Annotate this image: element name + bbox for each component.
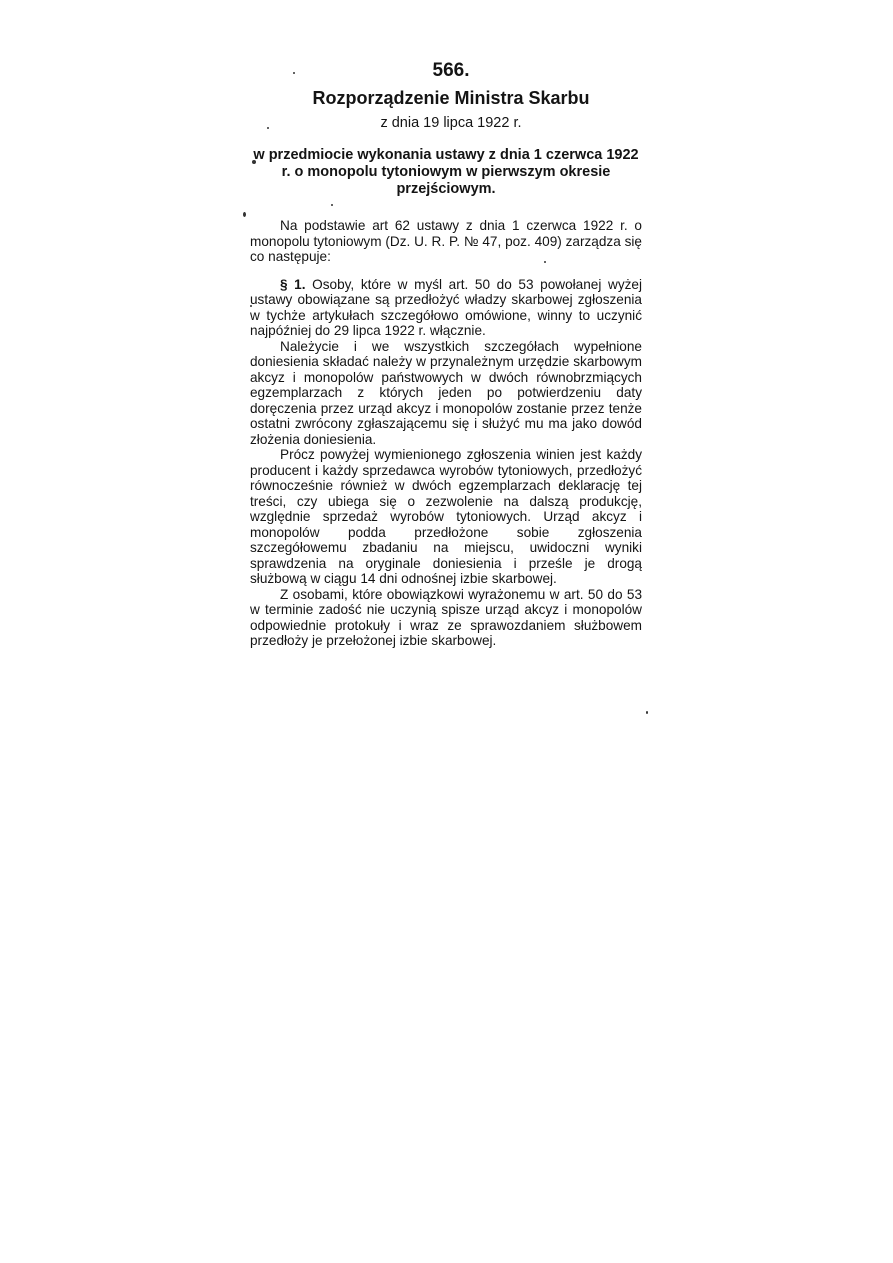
document-column	[250, 60, 642, 649]
intro-paragraph: Na podstawie art 62 ustawy z dnia 1 czerwca 1922 r. o monopolu tytoniowym (Dz. U. R. P. № 47, poz. 409) zarządza się co następuje:	[250, 218, 642, 264]
section-1-paragraph	[250, 277, 642, 339]
section-mark: § 1.	[280, 276, 306, 292]
paragraph-submission: Należycie i we wszystkich szczegółach wypełnione doniesienia składać należy w przynależnym urzędzie skarbowym akcyz i monopolów państwowych w dwóch równobrzmiących egzemplarzach z których jeden po potwierdzeniu daty doręczenia przez urząd akcyz i monopolów zostanie przez tenże ostatni zwrócony zgłaszającemu się i służyć mu ma jako dowód złożenia doniesienia.	[250, 338, 642, 447]
document-subject: w przedmiocie wykonania ustawy z dnia 1 czerwca 1922 r. o monopolu tytoniowym w pierwszym okresie przejściowym.	[253, 147, 639, 197]
speck	[646, 711, 648, 714]
paragraph-protocols: Z osobami, które obowiązkowi wyrażonemu w art. 50 do 53 w terminie zadość nie uczynią spisze urząd akcyz i monopolów odpowiednie protokuły i wraz ze sprawozdaniem służbowem przedłoży je przełożonej izbie skarbowej.	[250, 586, 642, 648]
page-number: 566.	[432, 60, 470, 81]
speck	[243, 212, 246, 217]
paragraph-declaration: Prócz powyżej wymienionego zgłoszenia winien jest każdy producent i każdy sprzedawca wyrobów tytoniowych, przedłożyć równocześnie również w dwóch egzemplarzach deklarację tej treści, czy ubiega się o zezwolenie na dalszą produkcję, względnie sprzedaż wyrobów tytoniowych. Urząd akcyz i monopolów podda przedłożone sobie zgłoszenia szczegółowemu zbadaniu na miejscu, uwidoczni wyniki sprawdzenia na oryginale doniesienia i prześle je drogą służbową w ciągu 14 dni odnośnej izbie skarbowej.	[250, 447, 642, 586]
document-date: z dnia 19 lipca 1922 r.	[380, 115, 522, 131]
document-title: Rozporządzenie Ministra Skarbu	[312, 88, 590, 108]
section-1-text: Osoby, które w myśl art. 50 do 53 powołanej wyżej ustawy obowiązane są przedłożyć władzy skarbowej zgłoszenia w tychże artykułach szczegółowo omówione, winny to uczynić najpóźniej do 29 lipca 1922 r. włącznie.	[250, 276, 642, 338]
